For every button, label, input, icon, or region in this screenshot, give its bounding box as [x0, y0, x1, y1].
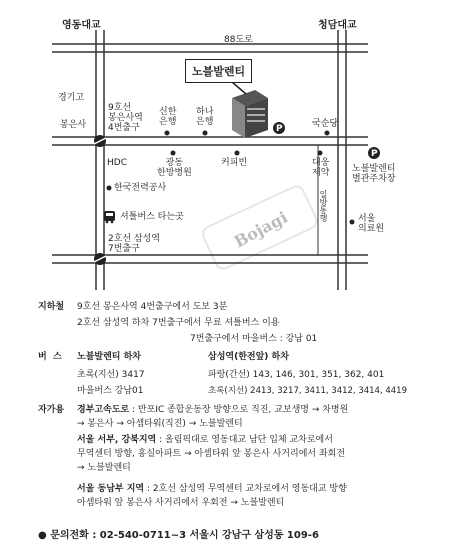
- car-p2-line2: 무역센터 방향, 홍실아파트 → 아셈타워 앞 봉은사 사거리에서 좌회전: [77, 449, 346, 459]
- label-bongeunsa: 봉은사: [60, 120, 87, 130]
- label-shinhan-bank: 신한 은행: [159, 107, 177, 127]
- label-yeongdong-bridge: 영동대교: [62, 20, 101, 31]
- svg-text:P: P: [371, 149, 378, 159]
- car-p1-text: : 반포IC 종합운동장 방향으로 직진, 교보생명 → 차병원: [129, 405, 349, 415]
- car-p3-head: 서울 동남부 지역: [77, 484, 145, 494]
- label-gyeonggi-high: 경기고: [58, 93, 85, 103]
- bus-col1-title: 노블발렌티 하차: [77, 352, 141, 362]
- label-daewoong-pharma: 대웅 제약: [312, 158, 330, 178]
- label-one-way: 일방통행: [319, 190, 328, 222]
- subway-line2: 2호선 삼성역 하차 7번출구에서 무료 셔틀버스 이용: [77, 318, 280, 328]
- road-right-vertical: [338, 30, 346, 290]
- landmark-title: 노블발렌티: [185, 59, 252, 83]
- label-kepco: 한국전력공사: [114, 183, 167, 193]
- marker-gukseondang: [325, 131, 330, 136]
- car-p2-text: : 올림픽대로 영동대교 남단 입체 교차로에서: [156, 435, 333, 445]
- label-88-road: 88도로: [224, 35, 253, 45]
- car-p3-line2: 아셈타워 앞 봉은사 사거리에서 우회전 → 노블발렌티: [77, 498, 285, 508]
- car-p3-line1: [77, 483, 347, 495]
- label-hdc: HDC: [107, 158, 127, 168]
- marker-coffee: [235, 151, 240, 156]
- watermark-text: Bojagi: [230, 207, 291, 252]
- label-gwangdong-hospital: 광동 한방병원: [157, 158, 192, 178]
- marker-daewoong: [318, 151, 323, 156]
- car-p2-line1: [77, 434, 333, 446]
- bus-label: 버 스: [38, 352, 62, 362]
- bus-row2-a: 마을버스 강남01: [77, 386, 144, 396]
- road-left-vertical: [96, 30, 104, 290]
- label-line2-exit: 2호선 삼성역 7번출구: [108, 234, 161, 254]
- subway-icon: [94, 135, 106, 147]
- subway-icon: [94, 253, 106, 265]
- pointer-arrow: [232, 82, 246, 94]
- label-hana-bank: 하나 은행: [196, 107, 214, 127]
- label-cheongdam-bridge: 청담대교: [318, 20, 357, 31]
- marker-hana: [203, 131, 208, 136]
- bus-row2-b: 초록(지선) 2413, 3217, 3411, 3412, 3414, 4419: [208, 386, 407, 396]
- label-shuttle-stop: 셔틀버스 타는곳: [120, 212, 184, 222]
- contact-phone: ● 문의전화 : 02-540-0711~3 서울시 강남구 삼성동 109-6: [38, 530, 319, 541]
- marker-gwangdong: [171, 151, 176, 156]
- car-p2-line3: → 노블발렌티: [77, 463, 131, 473]
- subway-line1: 9호선 봉은사역 4번출구에서 도보 3분: [77, 302, 228, 312]
- car-p1-line2: → 봉은사 → 아셈타워(직진) → 노블발렌티: [77, 419, 243, 429]
- parking-icon: [368, 147, 380, 159]
- label-seoul-hospital: 서울 의료원: [358, 214, 385, 234]
- label-annex-parking: 노블발렌티 별관주차장: [352, 164, 396, 184]
- subway-line3: 7번출구에서 마을버스 : 강남 01: [190, 334, 318, 344]
- bus-row1-b: 파랑(간선) 143, 146, 301, 351, 362, 401: [208, 370, 385, 380]
- bus-row1-a: 초록(지선) 3417: [77, 370, 145, 380]
- marker-hospital: [350, 220, 355, 225]
- car-p1-line1: [77, 404, 348, 416]
- marker-kepco: [107, 186, 112, 191]
- bus-col2-title: 삼성역(한전앞) 하차: [208, 352, 289, 362]
- label-line9-exit: 9호선 봉은사역 4번출구: [108, 103, 143, 133]
- bus-icon: [104, 211, 115, 223]
- marker-shinhan: [165, 131, 170, 136]
- car-p2-head: 서울 서부, 강북지역: [77, 435, 157, 445]
- building-icon: [232, 90, 268, 138]
- car-p3-text: : 2호선 삼성역 무역센터 교차로에서 영동대교 방향: [144, 484, 347, 494]
- parking-icon: [273, 122, 285, 134]
- road-88: [52, 44, 368, 52]
- svg-text:P: P: [276, 124, 283, 134]
- label-gukseondang: 국순당: [312, 119, 339, 129]
- label-coffee-bean: 커피빈: [221, 158, 248, 168]
- car-label: 자가용: [38, 405, 65, 415]
- subway-label: 지하철: [38, 302, 65, 312]
- car-p1-head: 경부고속도로: [77, 405, 130, 415]
